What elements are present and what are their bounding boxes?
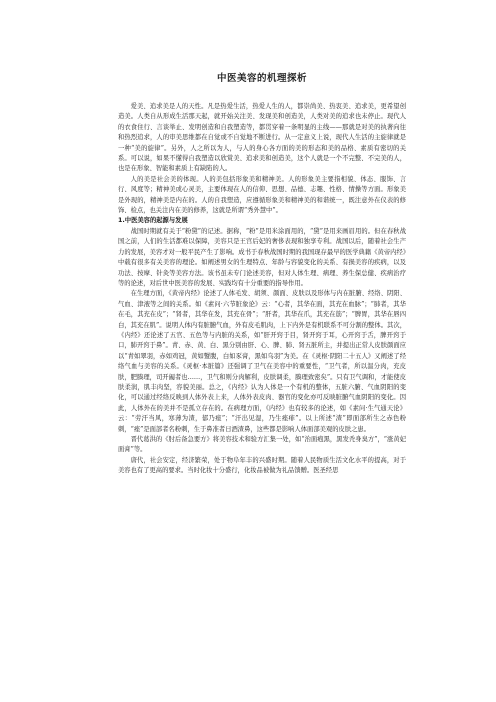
- paragraph-human-beauty: 人的美是社会美的体现。人的美包括形象美和精神美。人的形象美主要指相貌、体态、服饰、言行、风度等；精神美或心灵美，主要体现在人的信仰、思想、品德、志趣、性格、情操等方面。形象美是外现的，精神美是内在的。人的自我塑造，应遵循形象美和精神美的和谐统一，既注意外在仪表的修饰、检点，也关注内在美的修养，这就是所谓“秀外慧中”。: [118, 175, 406, 215]
- paragraph-warring-states: 战国时期就有关于“粉黛”的记述。据称，“粉”是用米涂面用的，“黛”是用来画眉用的。但在春秋战国之前，人们的生活都难以保障，美容只是王宫后妃的奢侈表现和独享专利。战国以后，随着社会生产力的发展，美容才对一般平民产生了影响。成书于春秋战国时期的我国现存最早的医学典籍《黄帝内经》中载有很多有关美容的理论。如阐述男女的生理特点、年龄与容貌变化的关系、有损美容的疾病，以及功法、按摩、针灸等美容方法。该书虽未专门论述美容，但对人体生理、病理、养生保总健、疾病治疗等的论述，对后世中医美容的发展、实践均有十分重要的指导作用。: [118, 227, 406, 287]
- document-body: [118, 102, 406, 477]
- paragraph-jin-dynasty: 晋代葛洪的《肘后备急要方》将美容技术和验方汇集一处，如“治面疱黑，黑发秃身臭方”，“涨黄妃面膏”等。: [118, 436, 406, 454]
- document-title: 中医美容的机理探析: [216, 73, 307, 84]
- paragraph-tang-dynasty: 唐代，社会安定，经济繁荣，处于物阜年丰的兴盛时期。随着人民物质生活文化水平的提高，对于美容也有了更高的要求。当时化妆十分盛行，化妆品被做为礼品馈赠。医圣经思: [118, 456, 406, 475]
- paragraph-physiology: 在生理方面，《黄帝内经》论述了人体毛发、胡须、颜面、皮肤以及形体与内在脏腑、经络、阴阳、气血、津液等之间的关系。如《素问·六节脏象论》云：“心者，其华在面，其充在血脉”；“肺者，其华在毛，其充在皮”；“肾者，其华在发，其充在骨”；“肝者，其华在爪，其充在筋”；“脾胃，其华在唇四白，其充在肌”。说明人体内有脏腑气血，外有皮毛肌肉，上下内外是有机联系不可分割的整体。其次，《内经》还论述了五官、五色等与内脏的关系，如“肝开窍于目，肾开窍于耳，心开窍于舌，脾开窍于口，肺开窍于鼻”。青、赤、黄、白、黑分别由肝、心、脾、肺、肾五脏所主，并提出正常人皮肤颜面应以“青如翠羽，赤如鸡冠，黄如蟹腹，白如豕膏，黑如乌羽”为美。在《灵枢·阴阳二十五人》又阐述了经络气血与美容的关系。《灵枢·本脏篇》还强调了卫气在美容中的重要性，“卫气者，所以温分肉，充皮肤，肥腠理，司开阖者也……，卫气和则分肉解利，皮肤调柔，腠理致密矣”。只有卫气调和，才能使皮肤柔润，肌丰肉坚，容貌美丽。总之，《内经》认为人体是一个有机的整体，五脏六腑、气血阴阳的变化，可以通过经络反映到人体外表上来，人体外表皮肉、器官的变化亦可反映脏腑气血阴阳的变化。因此，人体外在的美并不是孤立存在的。在病理方面，《内经》也有较多的论述，如《素问·生气通天论》云：“劳汗当风，寒薄为渣，郁乃痤”；“汗出见湿，乃生痤痱”。以上所述“渣”即面部所生之赤色粉刺，“痤”是面部者名粉刺，生于鼻准者日酒渣鼻，这些都是影响人体面部美观的皮肤之患。: [118, 290, 406, 433]
- paragraph-intro: 爱美、追求美是人的天性。凡是热爱生活，热爱人生的人，都崇尚美、热衷美、追求美，更希望创造美。人类自从形成生活那天起，就开始关注美、发现美和创造美，人类对美的追求也未停止。现代人的衣食住行、言谈举止、发明创造和自我塑造等，都贯穿着一条明显的主线——那就是对美的执著向往和热烈追求，人的审美思维都在自觉或不自觉地不断进行。从一定意义上说，现代人生活的主旋律就是一种“美的旋律”。另外，人之所以为人，与人的身心各方面的美的形态和美的品格、素质有密切的关系。可以说，如果不懂得自我塑造以欣赏美、追求美和创造美，这个人就是一个不完整、不完美的人，也是在形象、智能和素质上有缺陷的人。: [118, 103, 406, 173]
- section-heading: 1.中医美容的起源与发展: [118, 217, 188, 225]
